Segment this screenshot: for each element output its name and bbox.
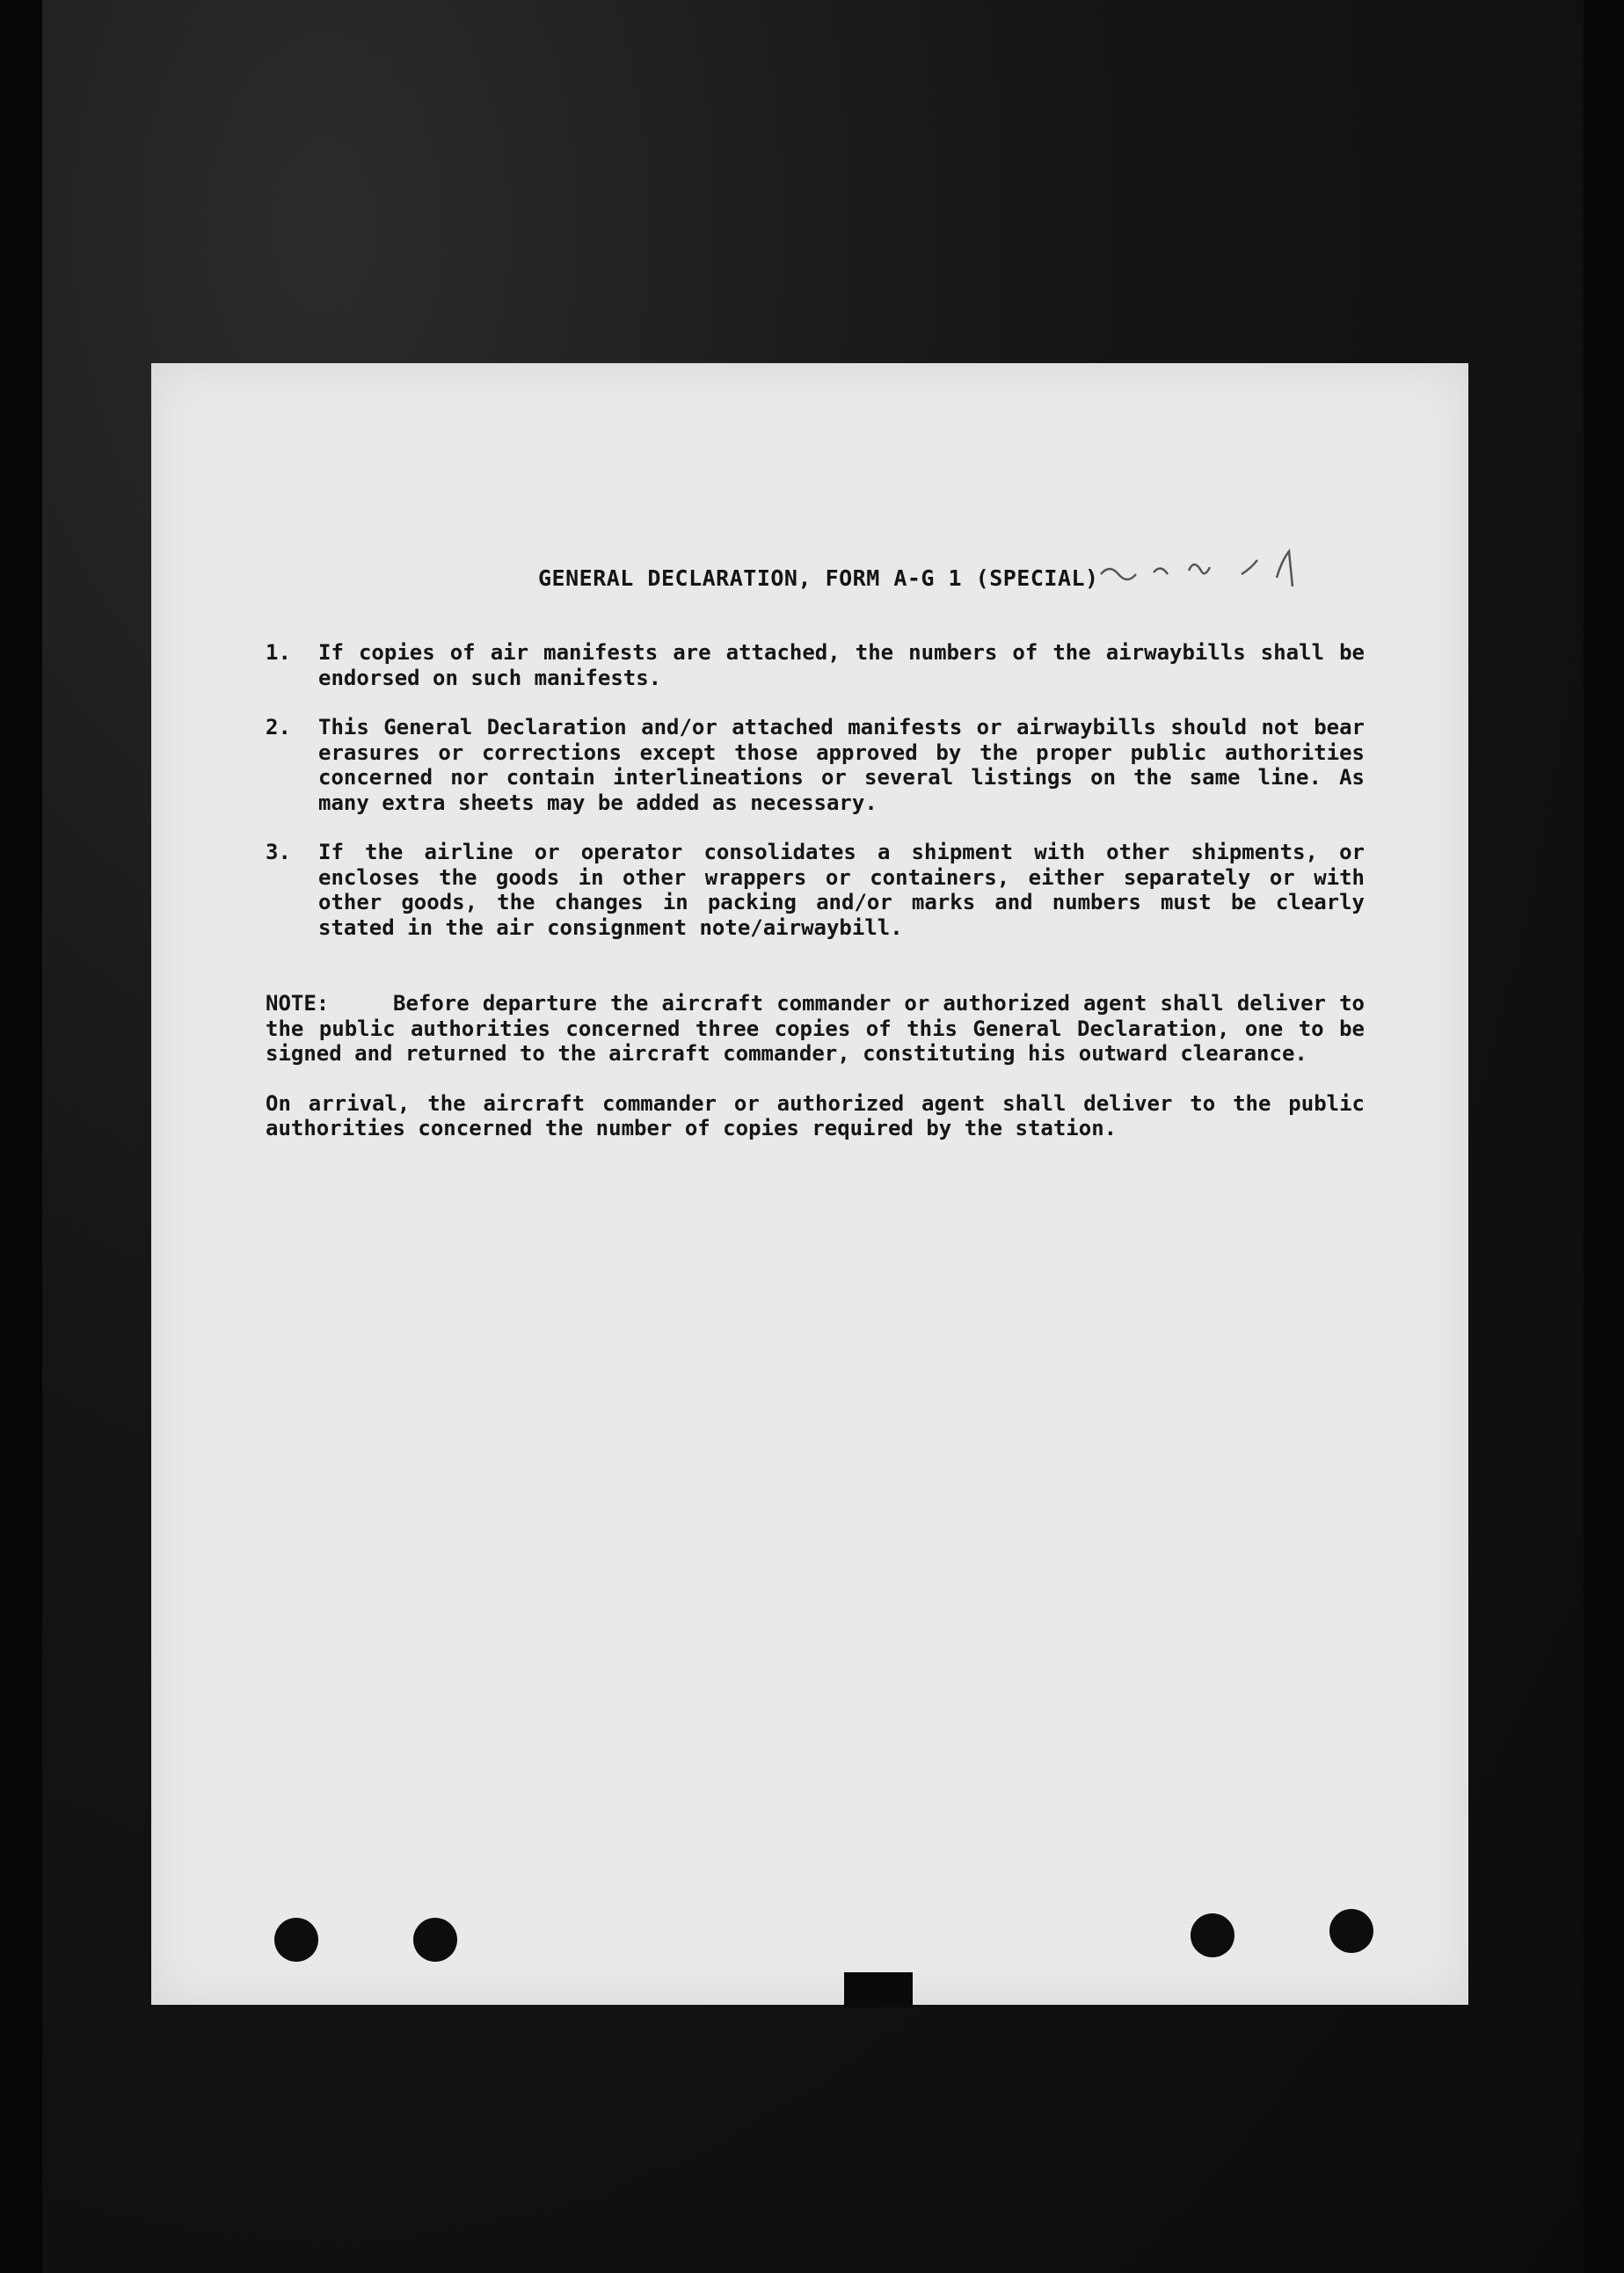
- item-text: If the airline or operator consolidates a shipment with other shipments, or encloses the goods in other wrappers or containers, either separately or with other goods, the changes in packing and/or marks and numbers must be clearly stated in the air consignment note/airwaybill.: [318, 840, 1365, 940]
- film-edge-left: [0, 0, 42, 2273]
- item-text: This General Declaration and/or attached manifests or airwaybills should not bear erasures or corrections except those approved by the proper public authorities concerned nor contain interlineations or several listings on the same line. As many extra sheets may be added as necessary.: [318, 715, 1365, 815]
- film-edge-right: [1584, 0, 1624, 2273]
- instruction-item-1: [266, 640, 1365, 690]
- punch-hole-icon: [1329, 1909, 1373, 1953]
- punch-hole-icon: [274, 1918, 318, 1962]
- note-paragraph: [266, 991, 1365, 1067]
- item-number: 1.: [266, 640, 291, 665]
- punch-hole-icon: [1191, 1913, 1234, 1957]
- punch-hole-icon: [413, 1918, 457, 1962]
- document-page: [151, 363, 1468, 2005]
- item-number: 2.: [266, 715, 291, 739]
- note-text: Before departure the aircraft commander or authorized agent shall deliver to the public authorities concerned three copies of this General Declaration, one to be signed and returned to the aircraft commander, constituting his outward clearance.: [266, 991, 1365, 1066]
- note-label: NOTE:: [266, 991, 330, 1016]
- binding-tab-mark: [844, 1972, 913, 2007]
- item-number: 3.: [266, 840, 291, 864]
- arrival-paragraph: On arrival, the aircraft commander or authorized agent shall deliver to the public authorities concerned the number of copies required by the station.: [266, 1090, 1365, 1140]
- document-title: GENERAL DECLARATION, FORM A-G 1 (SPECIAL): [538, 565, 1099, 591]
- document-body: [266, 640, 1365, 1141]
- handwritten-scribble-mark: [1092, 539, 1321, 592]
- instruction-item-2: [266, 715, 1365, 815]
- item-text: If copies of air manifests are attached, the numbers of the airwaybills shall be endorsed on such manifests.: [318, 640, 1365, 690]
- instruction-item-3: [266, 840, 1365, 940]
